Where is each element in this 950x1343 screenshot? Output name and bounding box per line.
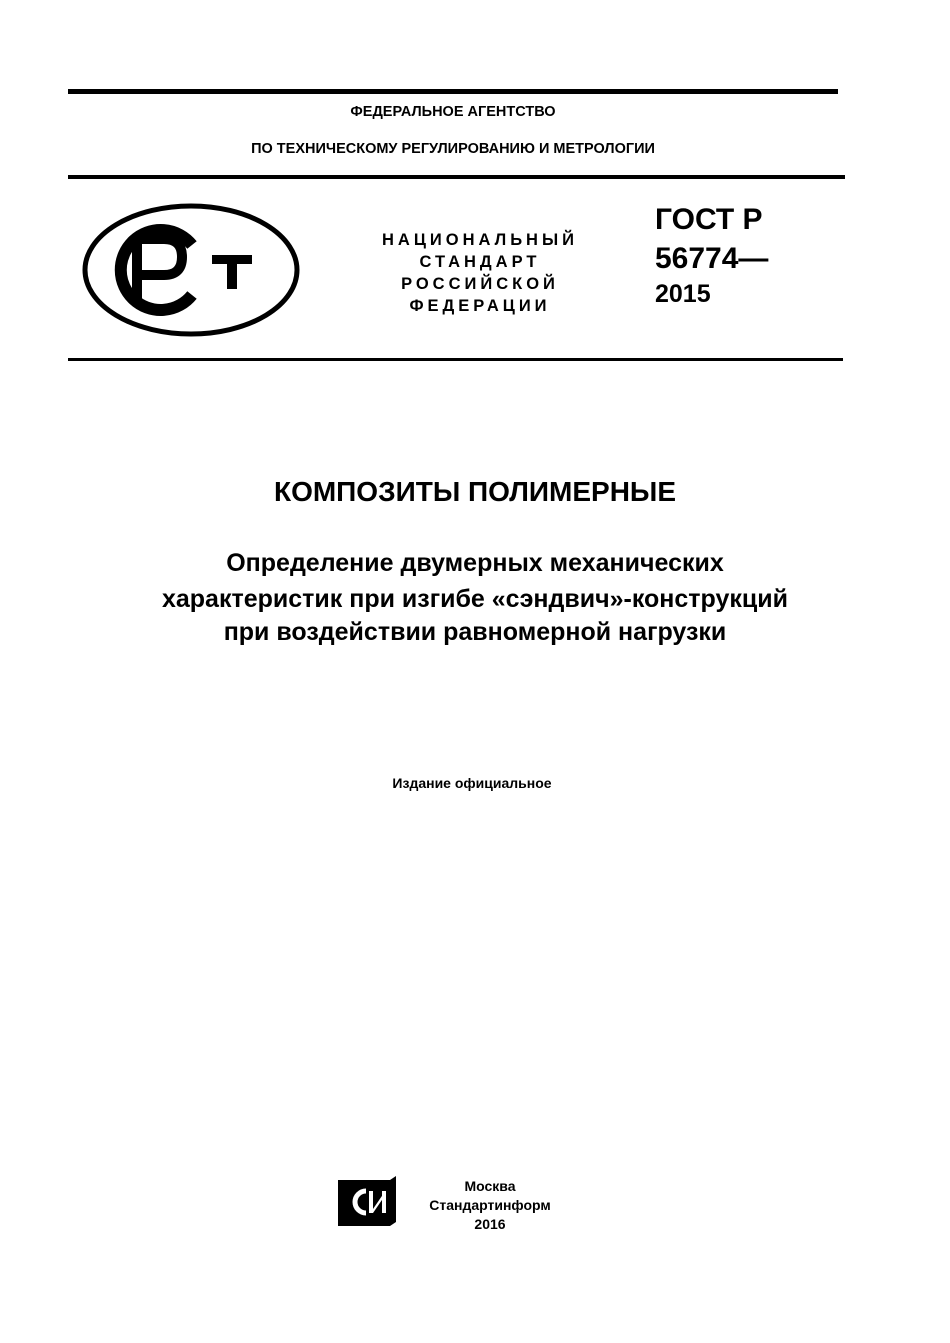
edition-label: Издание официальное	[392, 775, 552, 791]
agency-line-1: ФЕДЕРАЛЬНОЕ АГЕНТСТВО	[350, 104, 556, 120]
standard-type-line-1: НАЦИОНАЛЬНЫЙ	[382, 231, 578, 249]
imprint-city: Москва	[464, 1178, 516, 1194]
section-rule	[68, 358, 843, 361]
standard-type-line-4: ФЕДЕРАЦИИ	[409, 297, 551, 315]
designation-number: 56774—	[655, 242, 769, 275]
document-title: КОМПОЗИТЫ ПОЛИМЕРНЫЕ	[273, 476, 677, 507]
standard-type-line-2: СТАНДАРТ	[419, 253, 541, 271]
standartinform-logo-icon	[336, 1176, 398, 1228]
standard-type-line-3: РОССИЙСКОЙ	[401, 275, 559, 293]
designation-prefix: ГОСТ Р	[655, 203, 763, 236]
subtitle-line-2: характеристик при изгибе «сэндвич»-конструкций	[161, 585, 789, 613]
imprint-year: 2016	[474, 1216, 506, 1232]
rst-logo	[82, 203, 300, 337]
subtitle-line-1: Определение двумерных механических	[226, 549, 724, 577]
top-rule	[68, 89, 838, 94]
imprint-publisher: Стандартинформ	[429, 1197, 551, 1213]
rst-certification-mark-icon	[82, 203, 300, 337]
agency-line-2: ПО ТЕХНИЧЕСКОМУ РЕГУЛИРОВАНИЮ И МЕТРОЛОГИИ	[251, 141, 655, 157]
header-rule	[68, 175, 845, 179]
designation-year: 2015	[655, 280, 711, 308]
publisher-logo	[336, 1176, 398, 1228]
subtitle-line-3: при воздействии равномерной нагрузки	[223, 618, 727, 646]
